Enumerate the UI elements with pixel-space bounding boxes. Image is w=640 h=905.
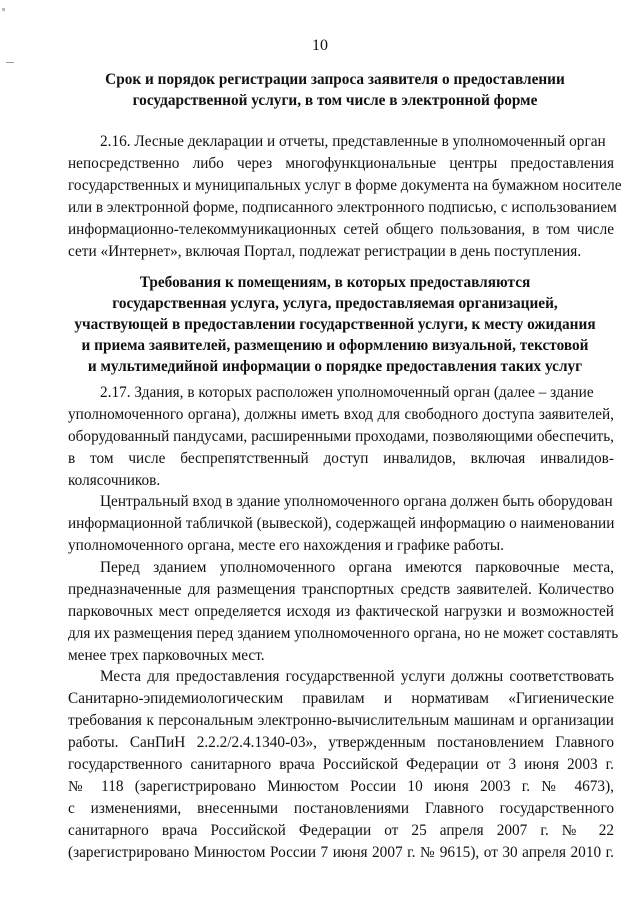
paragraph-parking xyxy=(68,557,619,667)
section-heading-registration xyxy=(55,69,615,111)
paragraph-line: информационно-телекоммуникационных сетей общего пользования, в том числе xyxy=(68,221,614,238)
paragraph-line: Центральный вход в здание уполномоченного органа должен быть оборудован xyxy=(100,493,613,510)
paragraph-line: государственных и муниципальных услуг в форме документа на бумажном носителе xyxy=(68,177,622,194)
paragraph-line: колясочников. xyxy=(68,472,161,489)
paragraph-line: требования к персональным электронно-вычислительным машинам и организации xyxy=(68,712,614,729)
paragraph-line: для их размещения перед зданием уполномоченного органа, но не может составлять xyxy=(68,625,619,642)
paragraph-line: государственного санитарного врача Российской Федерации от 3 июня 2003 г. xyxy=(68,756,614,773)
paragraph-2-16 xyxy=(68,131,622,263)
paragraph-line: работы. СанПиН 2.2.2/2.4.1340-03», утвержденным постановлением Главного xyxy=(68,734,614,751)
paragraph-line: парковочных мест определяется исходя из фактической нагрузки и возможностей xyxy=(68,603,614,620)
heading-line: и приема заявителей, размещению и оформлению визуальной, текстовой xyxy=(81,337,589,354)
section-heading-premises xyxy=(55,272,615,377)
heading-line: и мультимедийной информации о порядке предоставления таких услуг xyxy=(87,358,583,375)
paragraph-line: или в электронной форме, подписанного электронного подписью, с использованием xyxy=(68,199,617,216)
page-number: 10 xyxy=(312,37,328,54)
paragraph-line: сети «Интернет», включая Портал, подлежат регистрации в день поступления. xyxy=(68,243,582,260)
paragraph-line: с изменениями, внесенными постановлениями Главного государственного xyxy=(68,800,614,817)
paragraph-line: 2.16. Лесные декларации и отчеты, представленные в уполномоченный орган xyxy=(100,133,606,150)
heading-line: государственной услуги, в том числе в электронной форме xyxy=(132,92,538,109)
heading-line: государственная услуга, услуга, предоставляемая организацией, xyxy=(112,295,558,312)
paragraph-line: № 118 (зарегистрировано Минюстом России 10 июня 2003 г. № 4673), xyxy=(68,778,614,795)
paragraph-line: Места для предоставления государственной услуги должны соответствовать xyxy=(100,668,614,685)
paragraph-line: информационной табличкой (вывеской), содержащей информацию о наименовании xyxy=(68,515,615,532)
paragraph-line: уполномоченного органа, месте его нахождения и графике работы. xyxy=(68,537,504,554)
heading-line: Требования к помещениям, в которых предоставляются xyxy=(139,274,531,291)
paragraph-line: уполномоченного органа), должны иметь вход для свободного доступа заявителей, xyxy=(68,406,614,423)
paragraph-line: в том числе беспрепятственный доступ инвалидов, включая инвалидов- xyxy=(68,450,614,467)
paragraph-line: непосредственно либо через многофункциональные центры предоставления xyxy=(68,155,614,172)
paragraph-service-places xyxy=(68,666,614,864)
paragraph-line: санитарного врача Российской Федерации от 25 апреля 2007 г. № 22 xyxy=(68,822,614,839)
paragraph-line: менее трех парковочных мест. xyxy=(68,647,265,664)
paragraph-line: (зарегистрировано Минюстом России 7 июня 2007 г. № 9615), от 30 апреля 2010 г. xyxy=(68,844,614,861)
paragraph-line: Санитарно-эпидемиологическим правилам и нормативам «Гигиенические xyxy=(68,690,614,707)
heading-line: Срок и порядок регистрации запроса заявителя о предоставлении xyxy=(105,71,565,88)
paragraph-central-entrance xyxy=(68,491,614,557)
scan-artifact xyxy=(6,62,14,63)
paragraph-line: оборудованный пандусами, расширенными проходами, позволяющими обеспечить, xyxy=(68,428,614,445)
scan-artifact xyxy=(2,8,5,11)
paragraph-line: Перед зданием уполномоченного органа имеются парковочные места, xyxy=(100,559,614,576)
paragraph-2-17 xyxy=(68,382,614,492)
heading-line: участвующей в предоставлении государственной услуги, к месту ожидания xyxy=(74,316,596,333)
paragraph-line: 2.17. Здания, в которых расположен уполномоченный орган (далее – здание xyxy=(100,384,594,401)
paragraph-line: предназначенные для размещения транспортных средств заявителей. Количество xyxy=(68,581,614,598)
